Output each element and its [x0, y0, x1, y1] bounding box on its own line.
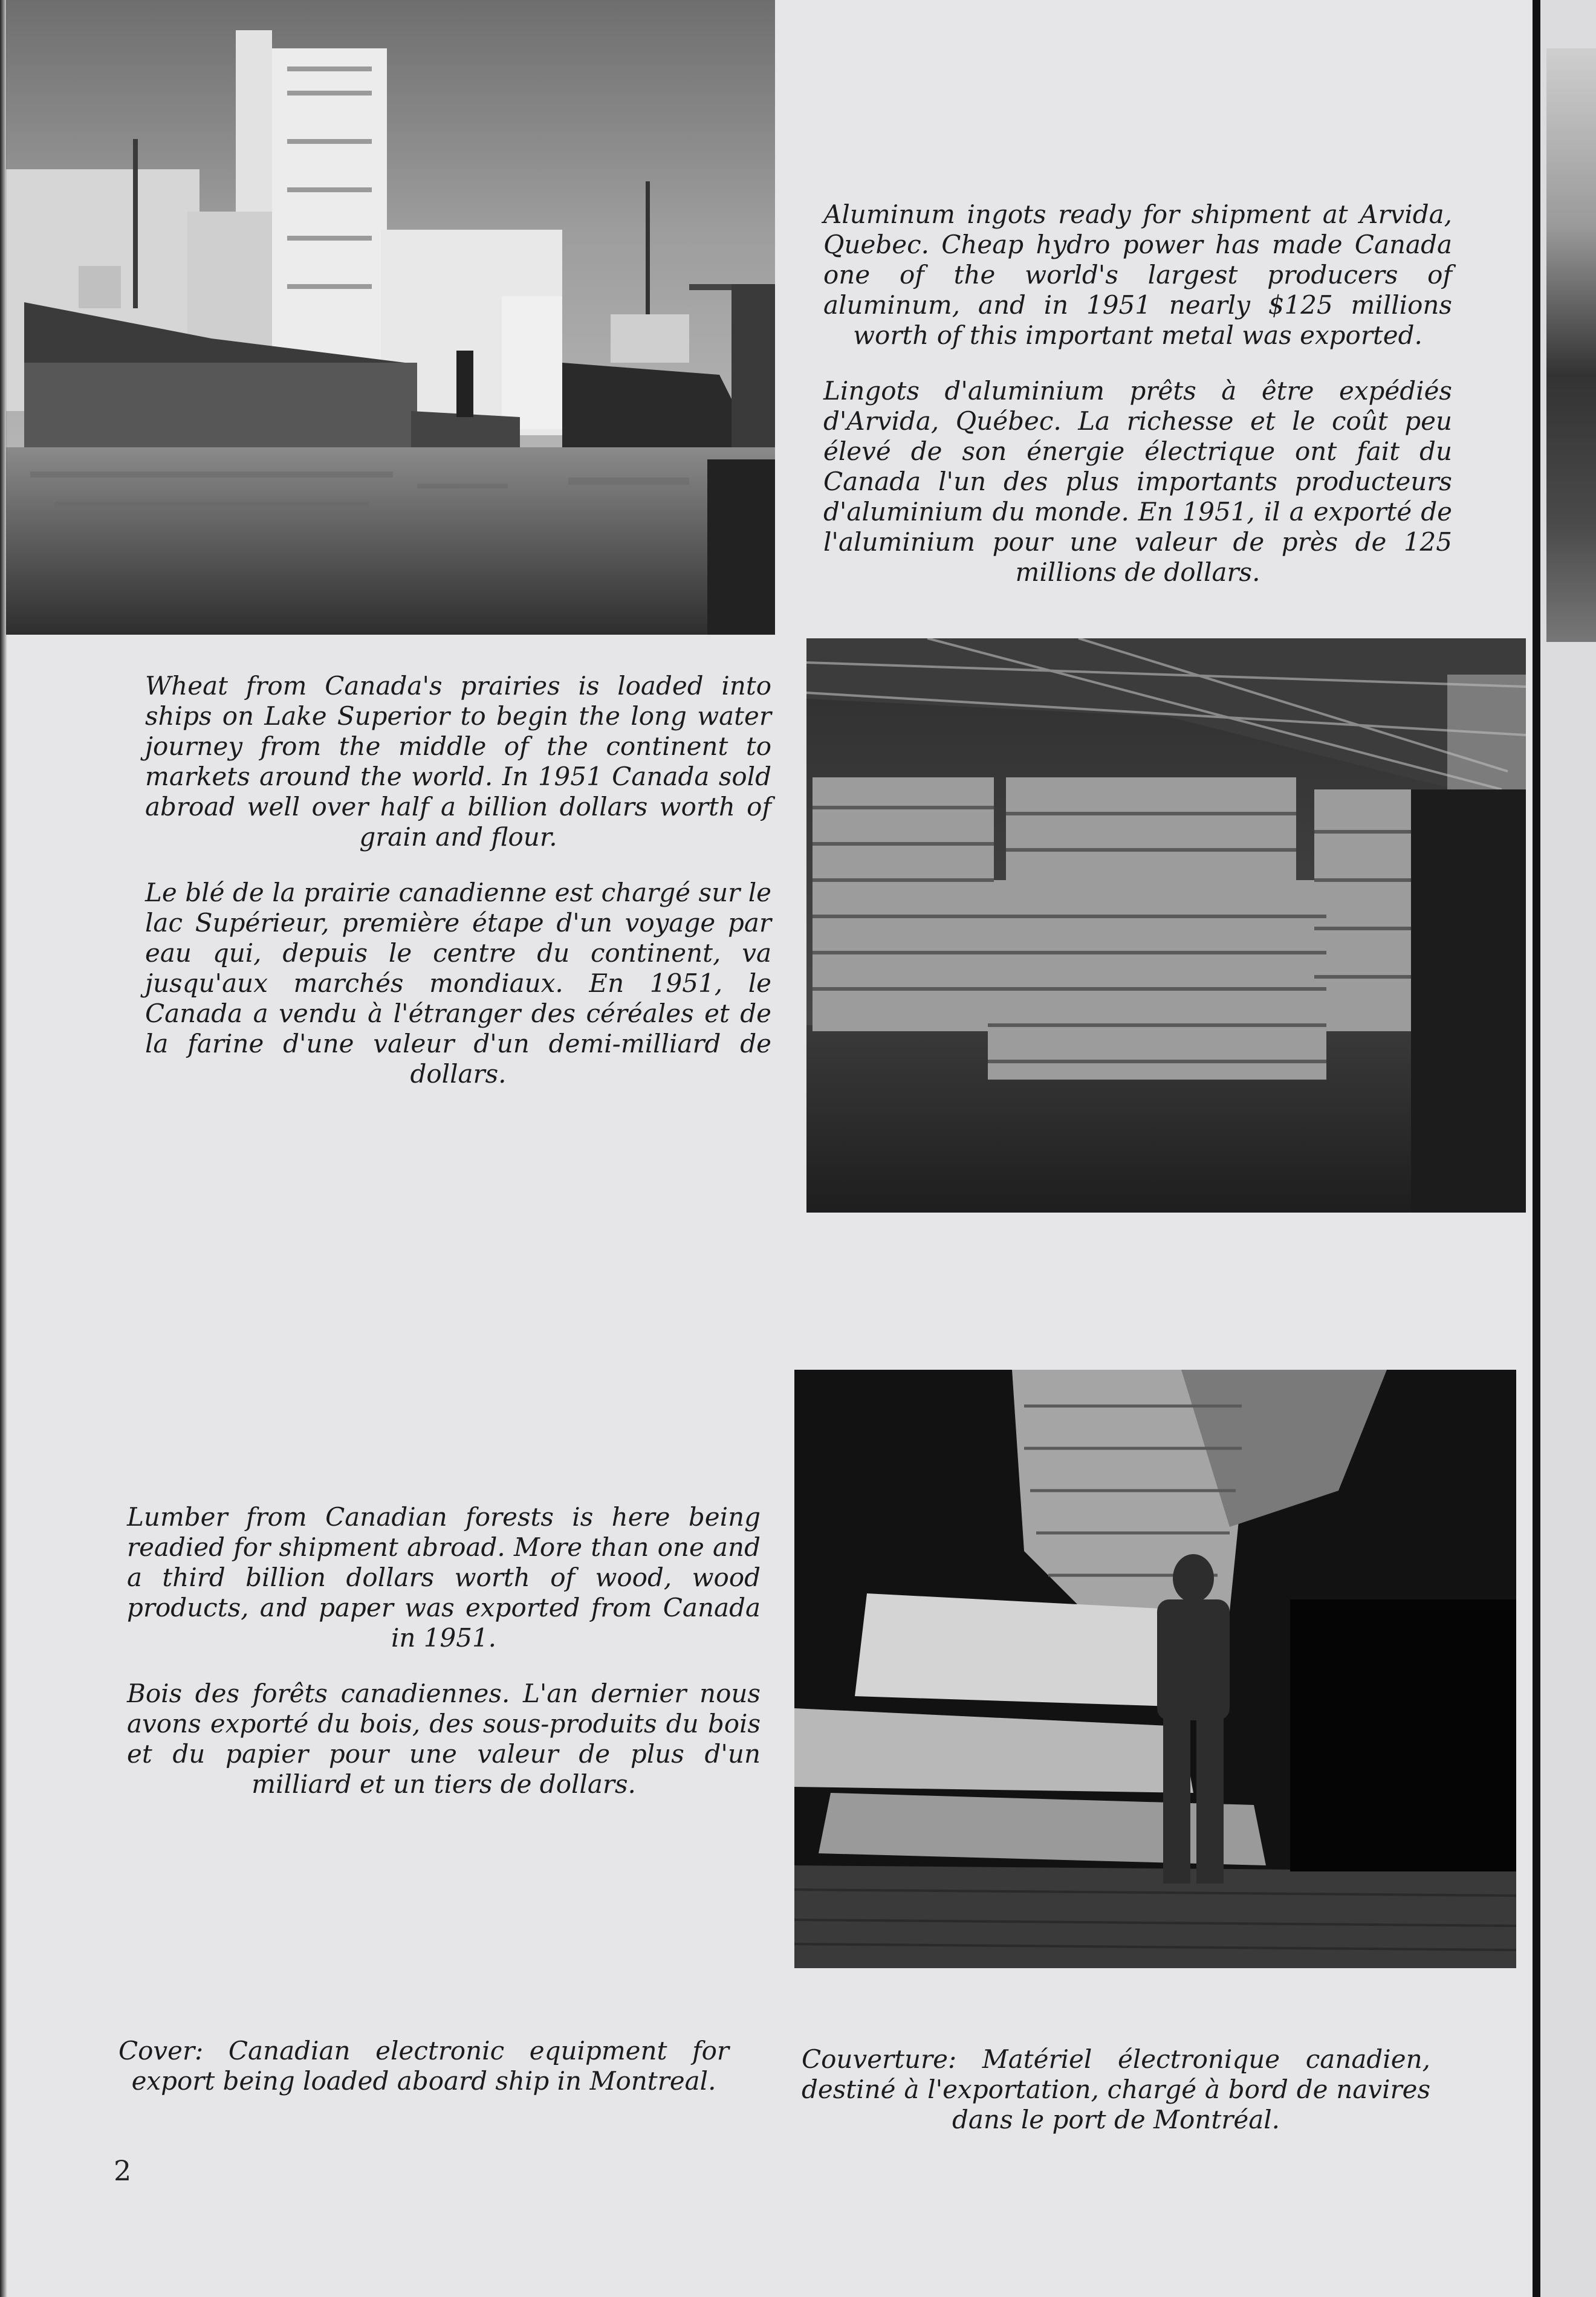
lumber-photo	[794, 1370, 1516, 1968]
wheat-caption	[145, 671, 771, 1115]
cover-caption-fr	[802, 2044, 1430, 2160]
left-edge-shadow	[0, 0, 7, 2297]
page-number: 2	[114, 2154, 132, 2187]
aluminum-ingots-photo	[806, 638, 1526, 1213]
cover-caption-fr-text: Couverture: Matériel électronique canadien, destiné à l'exportation, chargé à bord de navires dans le port de Montréal.	[802, 2044, 1430, 2134]
aluminum-caption	[823, 199, 1452, 613]
cover-caption-en	[118, 2036, 729, 2122]
aluminum-caption-fr: Lingots d'aluminium prêts à être expédiés d'Arvida, Québec. La richesse et le coût peu élevé de son énergie électrique ont fait du Canada l'un des plus importants producteurs d'aluminium du monde. En 1951, il a exporté de l'aluminium pour une valeur de près de 125 millions de dollars.	[823, 376, 1452, 587]
grain-ships-photo	[6, 0, 775, 635]
wheat-caption-en: Wheat from Canada's prairies is loaded into ships on Lake Superior to begin the long water journey from the middle of the continent to markets around the world. In 1951 Canada sold abroad well over half a billion dollars worth of grain and flour.	[145, 671, 771, 852]
aluminum-caption-en: Aluminum ingots ready for shipment at Arvida, Quebec. Cheap hydro power has made Canada one of the world's largest producers of aluminum, and in 1951 nearly $125 millions worth of this important metal was exported.	[823, 199, 1452, 350]
lumber-caption-en: Lumber from Canadian forests is here being readied for shipment abroad. More than one and a third billion dollars worth of wood, wood products, and paper was exported from Canada in 1951.	[127, 1502, 761, 1653]
lumber-caption	[127, 1502, 761, 1825]
wheat-caption-fr: Le blé de la prairie canadienne est chargé sur le lac Supérieur, première étape d'un voyage par eau qui, depuis le centre du continent, va jusqu'aux marchés mondiaux. En 1951, le Canada a vendu à l'étranger des céréales et de la farine d'une valeur d'un demi-milliard de dollars.	[145, 878, 771, 1089]
adjacent-page-photo	[1546, 48, 1596, 642]
lumber-caption-fr: Bois des forêts canadiennes. L'an dernier nous avons exporté du bois, des sous-produits du bois et du papier pour une valeur de plus d'un milliard et un tiers de dollars.	[127, 1679, 761, 1799]
cover-caption-en-text: Cover: Canadian electronic equipment for export being loaded aboard ship in Montreal.	[118, 2036, 729, 2096]
